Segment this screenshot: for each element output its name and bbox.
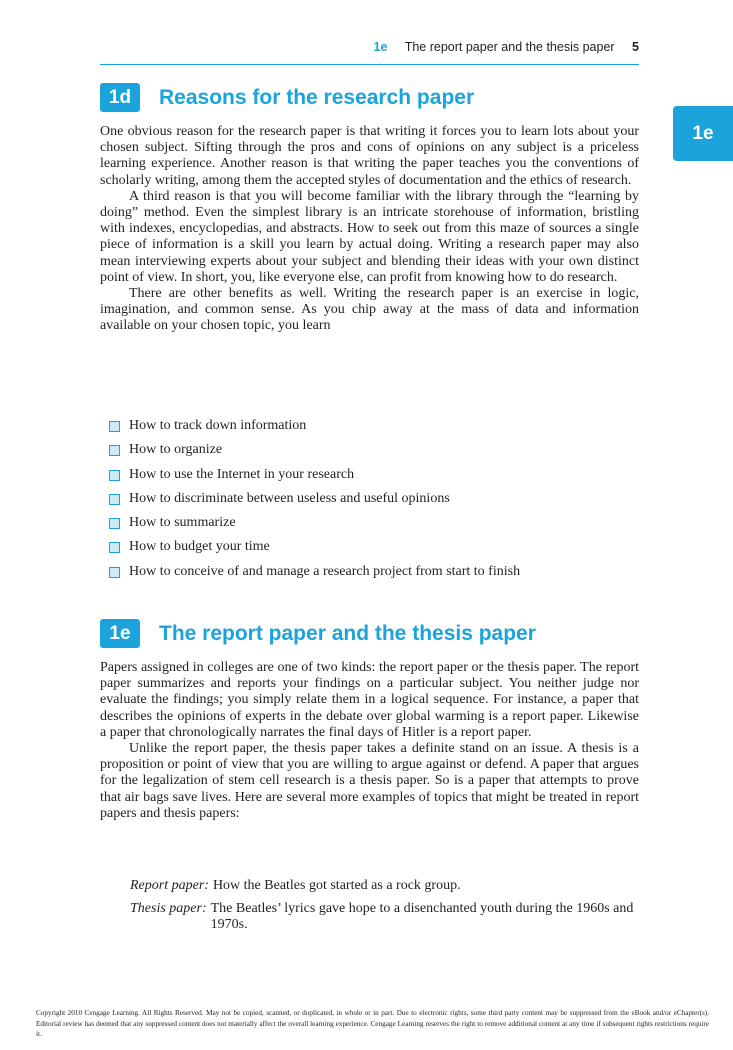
section-1d-badge: 1d bbox=[100, 83, 140, 112]
square-bullet-icon bbox=[109, 421, 120, 432]
example-label: Thesis paper: bbox=[130, 901, 207, 917]
example-text: How the Beatles got started as a rock group. bbox=[212, 878, 461, 893]
example-report bbox=[130, 878, 639, 894]
list-item-text: How to use the Internet in your research bbox=[129, 466, 355, 482]
paragraph: There are other benefits as well. Writing the research paper is an exercise in logic, imagination, and common sense. As you chip away at the mass of data and information available on your chosen topic, you learn bbox=[100, 286, 639, 334]
section-1e-body bbox=[100, 660, 639, 822]
list-item bbox=[109, 467, 639, 491]
list-item-text: How to organize bbox=[129, 442, 223, 458]
section-thumb-tab: 1e bbox=[673, 106, 733, 161]
list-item bbox=[109, 418, 639, 442]
section-1d-title: Reasons for the research paper bbox=[159, 85, 475, 109]
square-bullet-icon bbox=[109, 494, 120, 505]
square-bullet-icon bbox=[109, 542, 120, 553]
square-bullet-icon bbox=[109, 567, 120, 578]
paragraph: A third reason is that you will become familiar with the library through the “learning by doing” method. Even the simplest library is an intricate storehouse of information, bristling with indexes, encyclopedias, and abstracts. How to seek out from this maze of sources a single piece of information is a skill you learn by actual doing. Writing a research paper may also mean interviewing experts about your subject and blending their ideas with your own distinct point of view. In short, you, like everyone else, can profit from knowing how to do research. bbox=[100, 188, 639, 285]
square-bullet-icon bbox=[109, 518, 120, 529]
page-number: 5 bbox=[632, 40, 639, 54]
list-item bbox=[109, 539, 639, 563]
paragraph: Unlike the report paper, the thesis paper takes a definite stand on an issue. A thesis is a proposition or point of view that you are willing to argue against or defend. A paper that argues for the legalization of stem cell research is a thesis paper. So is a paper that attempts to prove that air bags save lives. Here are several more examples of topics that might be treated in report papers and thesis papers: bbox=[100, 741, 639, 821]
example-text: The Beatles’ lyrics gave hope to a disenchanted youth during the 1960s and 1970s. bbox=[210, 901, 634, 933]
section-1d-heading bbox=[100, 83, 474, 112]
section-1d-body bbox=[100, 124, 639, 335]
example-label: Report paper: bbox=[130, 878, 209, 893]
paragraph: One obvious reason for the research paper is that writing it forces you to learn lots about your chosen subject. Sifting through the pros and cons of opinions on any subject is a priceless learning experience. Another reason is that writing the paper teaches you the conventions of scholarly writing, among them the accepted styles of documentation and the ethics of research. bbox=[100, 124, 639, 188]
examples-list bbox=[130, 878, 639, 941]
section-1e-heading bbox=[100, 619, 536, 648]
paragraph: Papers assigned in colleges are one of two kinds: the report paper or the thesis paper. The report paper summarizes and reports your findings on a particular subject. You neither judge nor evaluate the findings; you simply relate them in a logical sequence. For instance, a paper that describes the opinions of experts in the debate over global warming is a report paper. Likewise a paper that chronologically narrates the final days of Hitler is a report paper. bbox=[100, 660, 639, 740]
learning-list bbox=[109, 418, 639, 588]
list-item bbox=[109, 515, 639, 539]
copyright-footer: Copyright 2010 Cengage Learning. All Rights Reserved. May not be copied, scanned, or duplicated, in whole or in part. Due to electronic rights, some third party content may be suppressed from the eBook and/or eChapter(s). Editorial review has deemed that any suppressed content does not materially affect the overall learning experience. Cengage Learning reserves the right to remove additional content at any time if subsequent rights restrictions require it. bbox=[36, 1009, 709, 1038]
list-item bbox=[109, 491, 639, 515]
square-bullet-icon bbox=[109, 445, 120, 456]
list-item-text: How to track down information bbox=[129, 418, 307, 433]
list-item bbox=[109, 564, 639, 588]
list-item-text: How to discriminate between useless and useful opinions bbox=[129, 490, 450, 506]
list-item bbox=[109, 442, 639, 466]
running-head-section-code: 1e bbox=[373, 40, 388, 54]
running-head-title: The report paper and the thesis paper bbox=[404, 40, 615, 54]
section-1e-title: The report paper and the thesis paper bbox=[159, 621, 536, 645]
list-item-text: How to conceive of and manage a research project from start to finish bbox=[129, 563, 521, 579]
section-1e-badge: 1e bbox=[100, 619, 140, 648]
list-item-text: How to budget your time bbox=[129, 539, 270, 555]
running-head bbox=[100, 38, 639, 65]
list-item-text: How to summarize bbox=[129, 515, 236, 531]
square-bullet-icon bbox=[109, 470, 120, 481]
example-thesis bbox=[130, 901, 639, 933]
